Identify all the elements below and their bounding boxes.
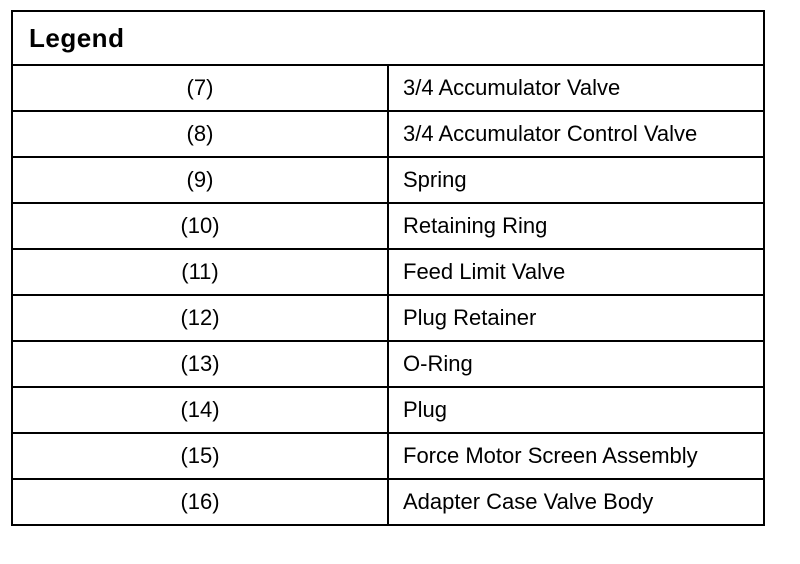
item-number: (12): [12, 295, 388, 341]
item-number: (15): [12, 433, 388, 479]
item-number: (16): [12, 479, 388, 525]
table-row: [12, 65, 764, 111]
item-number: (14): [12, 387, 388, 433]
legend-header-row: [12, 11, 764, 65]
item-description: O-Ring: [388, 341, 764, 387]
item-description: Plug: [388, 387, 764, 433]
table-row: [12, 111, 764, 157]
item-number: (8): [12, 111, 388, 157]
item-number: (7): [12, 65, 388, 111]
item-number: (9): [12, 157, 388, 203]
item-description: Adapter Case Valve Body: [388, 479, 764, 525]
item-description: Retaining Ring: [388, 203, 764, 249]
legend-table: [11, 10, 765, 526]
table-row: [12, 387, 764, 433]
table-row: [12, 341, 764, 387]
item-description: Spring: [388, 157, 764, 203]
table-row: [12, 157, 764, 203]
item-description: 3/4 Accumulator Valve: [388, 65, 764, 111]
item-number: (11): [12, 249, 388, 295]
legend-title: Legend: [12, 11, 764, 65]
table-row: [12, 295, 764, 341]
table-row: [12, 433, 764, 479]
table-row: [12, 249, 764, 295]
item-description: 3/4 Accumulator Control Valve: [388, 111, 764, 157]
item-description: Force Motor Screen Assembly: [388, 433, 764, 479]
item-number: (13): [12, 341, 388, 387]
table-row: [12, 203, 764, 249]
item-number: (10): [12, 203, 388, 249]
item-description: Plug Retainer: [388, 295, 764, 341]
item-description: Feed Limit Valve: [388, 249, 764, 295]
table-row: [12, 479, 764, 525]
